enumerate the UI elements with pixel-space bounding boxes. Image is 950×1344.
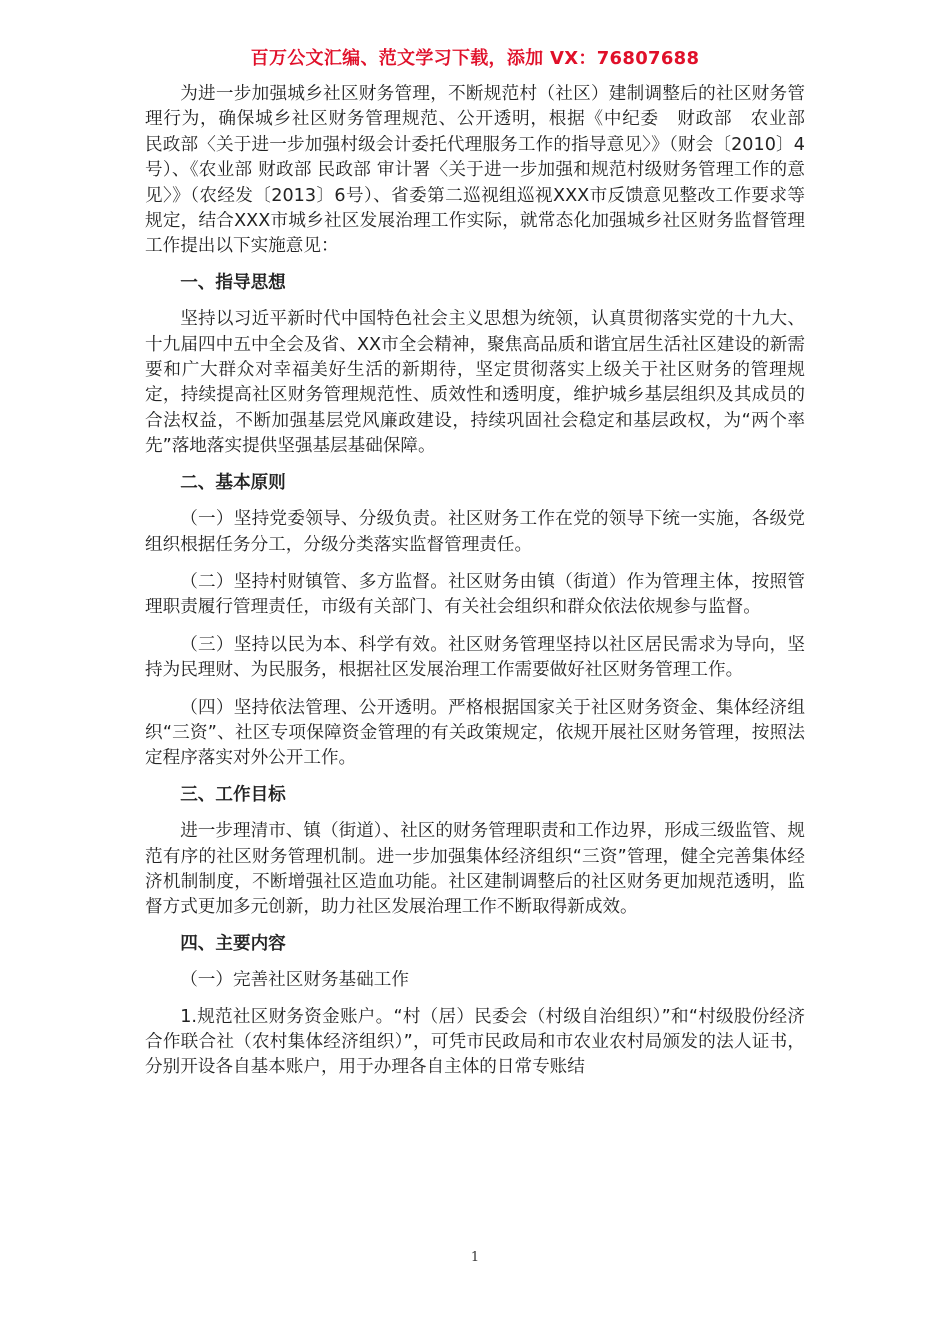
main-content-paragraph: 1.规范社区财务资金账户。“村（居）民委会（村级自治组织）”和“村级股份经济合作联合社（农村集体经济组织）”，可凭市民政局和市农业农村局颁发的法人证书，分别开设各自基本账户，用于办理各自主体的日常专账结 <box>145 1006 805 1078</box>
promo-banner: 百万公文汇编、范文学习下载，添加 VX：76807688 <box>250 48 700 69</box>
principle-item: （一）坚持党委领导、分级负责。社区财务工作在党的领导下统一实施，各级党组织根据任务分工，分级分类落实监督管理责任。 <box>145 509 805 555</box>
guiding-ideology-paragraph: 坚持以习近平新时代中国特色社会主义思想为统领，认真贯彻落实党的十九大、十九届四中五中全会及省、XX市全会精神，聚焦高品质和谐宜居生活社区建设的新需要和广大群众对幸福美好生活的新期待，坚定贯彻落实上级关于社区财务的管理规定，持续提高社区财务管理规范性、质效性和透明度，维护城乡基层组织及其成员的合法权益，不断加强基层党风廉政建设，持续巩固社会稳定和基层政权，为“两个率先”落地落实提供坚强基层基础保障。 <box>145 309 805 457</box>
subsection-heading: （一）完善社区财务基础工作 <box>180 970 409 991</box>
section-heading-main-content: 四、主要内容 <box>180 933 286 954</box>
principle-item: （三）坚持以民为本、科学有效。社区财务管理坚持以社区居民需求为导向，坚持为民理财、为民服务，根据社区发展治理工作需要做好社区财务管理工作。 <box>145 634 805 681</box>
intro-paragraph: 为进一步加强城乡社区财务管理，不断规范村（社区）建制调整后的社区财务管理行为，确保城乡社区财务管理规范、公开透明，根据《中纪委 财政部 农业部 民政部〈关于进一步加强村级会计委托代理服务工作的指导意见〉》（财会〔2010〕4号）、《农业部 财政部 民政部 审计署〈关于进一步加强和规范村级财务管理工作的意见〉》（农经发〔2013〕6号）、省委第二巡视组巡视XXX市反馈意见整改工作要求等规定，结合XXX市城乡社区发展治理工作实际，就常态化加强城乡社区财务监督管理工作提出以下实施意见： <box>145 84 823 257</box>
document-body <box>145 82 823 1081</box>
principle-item: （四）坚持依法管理、公开透明。严格根据国家关于社区财务资金、集体经济组织“三资”、社区专项保障资金管理的有关政策规定，依规开展社区财务管理，按照法定程序落实对外公开工作。 <box>145 697 805 769</box>
section-heading-basic-principles: 二、基本原则 <box>180 472 286 493</box>
work-goals-paragraph: 进一步理清市、镇（街道）、社区的财务管理职责和工作边界，形成三级监管、规范有序的社区财务管理机制。进一步加强集体经济组织“三资”管理，健全完善集体经济机制制度，不断增强社区造血功能。社区建制调整后的社区财务更加规范透明，监督方式更加多元创新，助力社区发展治理工作不断取得新成效。 <box>145 821 805 918</box>
section-heading-guiding-ideology: 一、指导思想 <box>180 272 286 293</box>
section-heading-work-goals: 三、工作目标 <box>180 784 286 805</box>
page-number: 1 <box>470 1250 480 1265</box>
principle-item: （二）坚持村财镇管、多方监督。社区财务由镇（街道）作为管理主体，按照管理职责履行管理责任，市级有关部门、有关社会组织和群众依法依规参与监督。 <box>145 571 805 618</box>
